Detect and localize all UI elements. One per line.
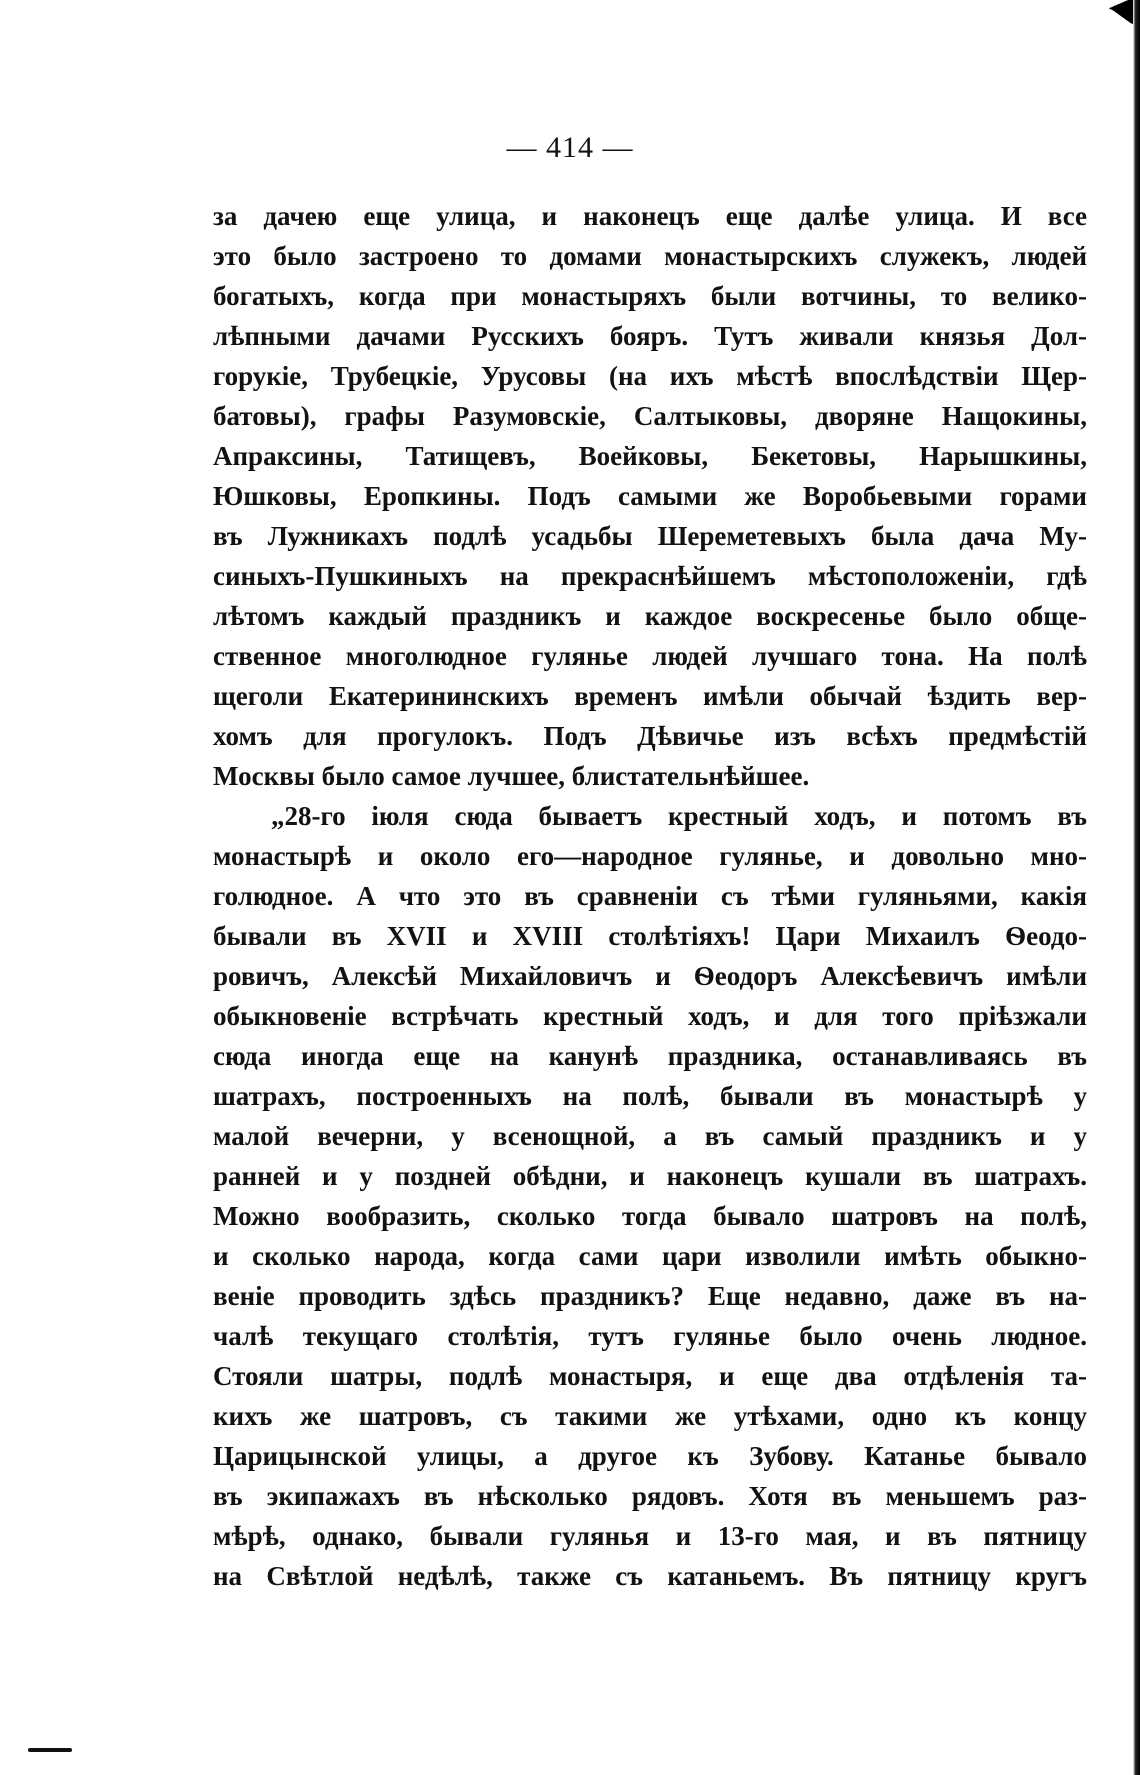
text-line: это было застроено то домами монастырскихъ служекъ, людей (213, 241, 1087, 271)
text-line: обыкновеніе встрѣчать крестный ходъ, и для того пріѣзжали (213, 1001, 1087, 1031)
text-line: монастырѣ и около его—народное гулянье, и довольно мно- (213, 841, 1087, 871)
text-line: лѣтомъ каждый праздникъ и каждое воскресенье было обще- (213, 601, 1087, 631)
text-line: шатрахъ, построенныхъ на полѣ, бывали въ монастырѣ у (213, 1081, 1087, 1111)
text-line: голюдное. А что это въ сравненіи съ тѣми гуляньями, какія (213, 881, 1087, 911)
text-line: Москвы было самое лучшее, блистательнѣйшее. (213, 761, 810, 791)
text-line: лѣпными дачами Русскихъ бояръ. Тутъ живали князья Дол- (213, 321, 1087, 351)
text-line: Царицынской улицы, а другое къ Зубову. Катанье бывало (213, 1441, 1087, 1471)
text-line: ственное многолюдное гулянье людей лучшаго тона. На полѣ (213, 641, 1087, 671)
text-line: батовы), графы Разумовскіе, Салтыковы, дворяне Нащокины, (213, 401, 1087, 431)
text-line: въ экипажахъ въ нѣсколько рядовъ. Хотя въ меньшемъ раз- (213, 1481, 1087, 1511)
text-line: въ Лужникахъ подлѣ усадьбы Шереметевыхъ была дача Му- (213, 521, 1087, 551)
text-line: и сколько народа, когда сами цари изволили имѣть обыкно- (213, 1241, 1087, 1271)
text-line: малой вечерни, у всенощной, а въ самый праздникъ и у (213, 1121, 1087, 1151)
page-number: — 414 — (506, 131, 634, 164)
text-line: „28-го іюля сюда бываетъ крестный ходъ, и потомъ въ (271, 801, 1087, 831)
text-line: богатыхъ, когда при монастыряхъ были вотчины, то велико- (213, 281, 1087, 311)
text-line: ровичъ, Алексѣй Михайловичъ и Ѳеодоръ Алексѣевичъ имѣли (213, 961, 1087, 991)
text-line: горукіе, Трубецкіе, Урусовы (на ихъ мѣстѣ впослѣдствіи Щер- (213, 361, 1087, 391)
text-line: хомъ для прогулокъ. Подъ Дѣвичье изъ всѣхъ предмѣстій (213, 721, 1087, 751)
text-line: Юшковы, Еропкины. Подъ самыми же Воробьевыми горами (213, 481, 1087, 511)
scan-corner-mark (1080, 0, 1140, 26)
text-line: мѣрѣ, однако, бывали гулянья и 13-го мая, и въ пятницу (213, 1521, 1087, 1551)
text-line: чалѣ текущаго столѣтія, тутъ гулянье было очень людное. (213, 1321, 1087, 1351)
text-line: щеголи Екатерининскихъ временъ имѣли обычай ѣздить вер- (213, 681, 1087, 711)
text-line: кихъ же шатровъ, съ такими же утѣхами, одно къ концу (213, 1401, 1087, 1431)
text-line: Апраксины, Татищевъ, Воейковы, Бекетовы, Нарышкины, (213, 441, 1087, 471)
text-line: сюда иногда еще на канунѣ праздника, останавливаясь въ (213, 1041, 1087, 1071)
text-line: ранней и у поздней обѣдни, и наконецъ кушали въ шатрахъ. (213, 1161, 1087, 1191)
text-line: веніе проводить здѣсь праздникъ? Еще недавно, даже въ на- (213, 1281, 1087, 1311)
text-line: бывали въ XVII и XVIII столѣтіяхъ! Цари Михаилъ Ѳеодо- (213, 921, 1087, 951)
text-line: Можно вообразить, сколько тогда бывало шатровъ на полѣ, (213, 1201, 1087, 1231)
text-line: синыхъ-Пушкиныхъ на прекраснѣйшемъ мѣстоположеніи, гдѣ (213, 561, 1087, 591)
text-line: на Свѣтлой недѣлѣ, также съ катаньемъ. Въ пятницу кругъ (213, 1561, 1087, 1591)
body-text (213, 196, 1087, 1596)
text-line: за дачею еще улица, и наконецъ еще далѣе улица. И все (213, 201, 1087, 231)
scan-mark (28, 1748, 72, 1752)
scan-page-edge (1133, 0, 1140, 1775)
text-line: Стояли шатры, подлѣ монастыря, и еще два отдѣленія та- (213, 1361, 1087, 1391)
